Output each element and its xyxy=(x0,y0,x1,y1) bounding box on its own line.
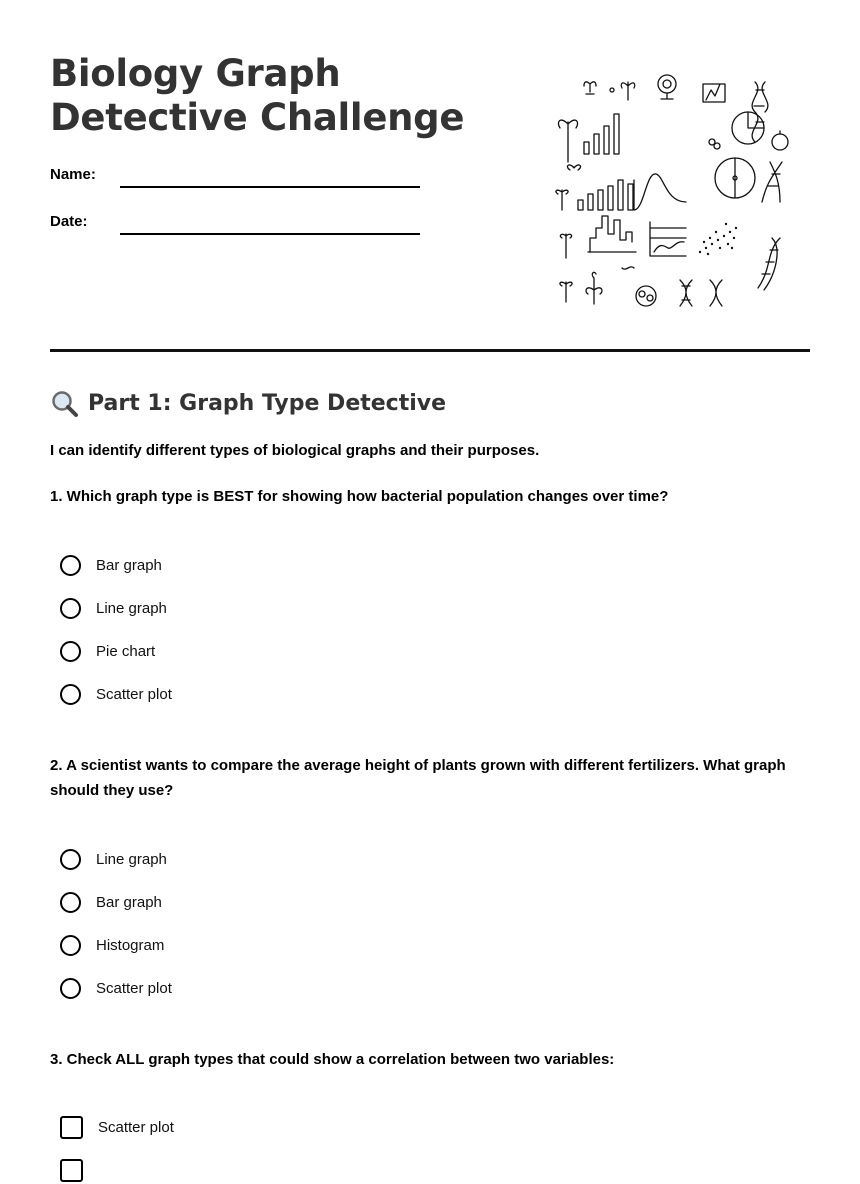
q2-option-2[interactable] xyxy=(60,888,162,916)
q1-option-4[interactable] xyxy=(60,680,172,708)
option-label: Pie chart xyxy=(96,642,156,660)
checkbox[interactable] xyxy=(60,1116,83,1139)
option-label: Histogram xyxy=(96,936,165,954)
option-label: Line graph xyxy=(96,850,167,868)
worksheet-page xyxy=(50,0,810,1161)
q3-option-2[interactable] xyxy=(60,1156,98,1184)
biology-graphs-doodle-icon xyxy=(550,62,800,312)
q1-option-3[interactable] xyxy=(60,637,155,665)
q2-option-4[interactable] xyxy=(60,974,172,1002)
radio-button[interactable] xyxy=(60,935,81,956)
header-divider xyxy=(50,349,810,352)
radio-button[interactable] xyxy=(60,555,81,576)
section-title-text: Part 1: Graph Type Detective xyxy=(88,391,447,416)
question-1-text: 1. Which graph type is BEST for showing how bacterial population changes over time? xyxy=(50,488,669,505)
option-label: Bar graph xyxy=(96,893,162,911)
q2-option-3[interactable] xyxy=(60,931,164,959)
option-label: Line graph xyxy=(96,599,167,617)
option-label: Scatter plot xyxy=(96,979,172,997)
option-label: Scatter plot xyxy=(98,1118,174,1136)
learning-objective: I can identify different types of biological graphs and their purposes. xyxy=(50,442,540,459)
radio-button[interactable] xyxy=(60,641,81,662)
radio-button[interactable] xyxy=(60,684,81,705)
q3-option-1[interactable] xyxy=(60,1113,174,1141)
q1-option-1[interactable] xyxy=(60,551,162,579)
magnifying-glass-icon xyxy=(50,389,80,419)
radio-button[interactable] xyxy=(60,849,81,870)
option-label: Bar graph xyxy=(96,556,162,574)
checkbox[interactable] xyxy=(60,1159,83,1182)
q1-option-2[interactable] xyxy=(60,594,167,622)
radio-button[interactable] xyxy=(60,978,81,999)
radio-button[interactable] xyxy=(60,598,81,619)
question-3-text: 3. Check ALL graph types that could show a correlation between two variables: xyxy=(50,1051,615,1068)
date-label: Date: xyxy=(50,213,88,230)
page-title: Biology Graph Detective Challenge xyxy=(50,52,465,139)
question-2-text: 2. A scientist wants to compare the average height of plants grown with different fertilizers. What graph should they use? xyxy=(50,757,786,799)
q2-option-1[interactable] xyxy=(60,845,167,873)
radio-button[interactable] xyxy=(60,892,81,913)
name-label: Name: xyxy=(50,166,96,183)
date-field[interactable] xyxy=(120,233,420,235)
option-label: Scatter plot xyxy=(96,685,172,703)
name-field[interactable] xyxy=(120,186,420,188)
section-title xyxy=(50,388,446,420)
